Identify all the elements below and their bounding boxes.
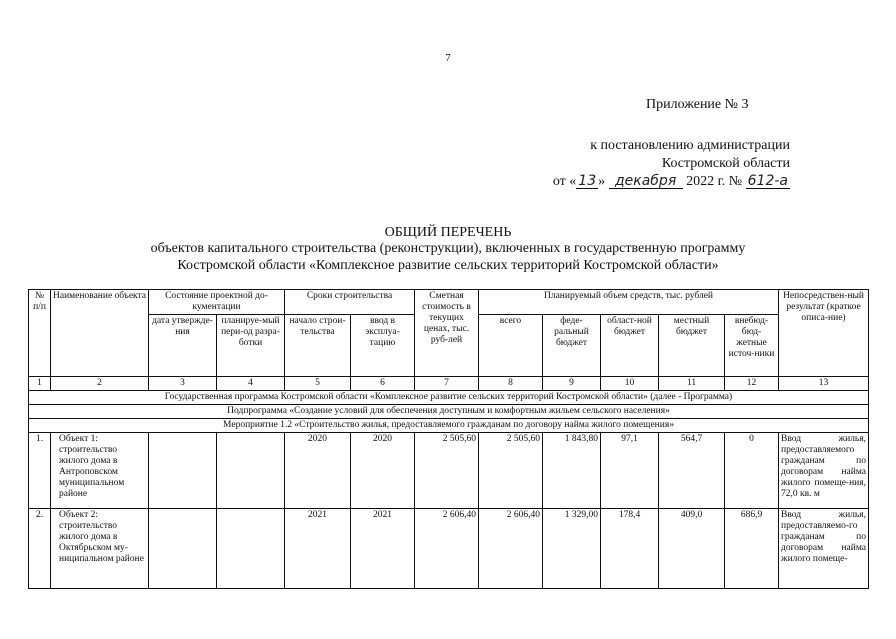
- decree-line-2: Костромской области: [661, 156, 790, 171]
- row-object-name: Объект 2: строительство жилого дома в Октябрьском му-ниципальном районе: [51, 509, 149, 589]
- row-planned-period: [217, 509, 285, 589]
- row-start: 2020: [285, 433, 351, 509]
- document-title: ОБЩИЙ ПЕРЕЧЕНЬ: [384, 225, 512, 240]
- measure-row: Мероприятие 1.2 «Строительство жилья, предоставляемого гражданам по договору найма жилого помещения»: [29, 419, 869, 433]
- header-regional: област-ной бюджет: [601, 315, 659, 377]
- column-number: 12: [725, 377, 779, 391]
- row-commissioning: 2020: [351, 433, 415, 509]
- header-extrabudget: внебюд-бюд-жетные источ-ники: [725, 315, 779, 377]
- header-local: местный бюджет: [659, 315, 725, 377]
- table-row: [29, 509, 869, 589]
- column-number: 7: [415, 377, 479, 391]
- column-number: 1: [29, 377, 51, 391]
- row-approval-date: [149, 509, 217, 589]
- column-number: 11: [659, 377, 725, 391]
- header-start: начало строи-тельства: [285, 315, 351, 377]
- row-regional: 178,4: [601, 509, 659, 589]
- row-estimated-cost: 2 505,60: [415, 433, 479, 509]
- column-number: 5: [285, 377, 351, 391]
- decree-date-line: [430, 173, 790, 191]
- decree-day-handwritten: 13: [578, 173, 597, 189]
- column-number: 9: [543, 377, 601, 391]
- program-row: Государственная программа Костромской области «Комплексное развитие сельских территорий Костромской области» (далее - Программа): [29, 391, 869, 405]
- table-row: [29, 433, 869, 509]
- row-local: 564,7: [659, 433, 725, 509]
- column-number: 13: [779, 377, 869, 391]
- decree-month-handwritten: декабря: [609, 174, 683, 189]
- row-total: 2 606,40: [479, 509, 543, 589]
- header-federal: феде-ральный бюджет: [543, 315, 601, 377]
- decree-from: от «: [552, 174, 577, 189]
- row-planned-period: [217, 433, 285, 509]
- subtitle-line-2: Костромской области «Комплексное развитие сельских территорий Костромской области»: [177, 258, 719, 273]
- decree-reference: [430, 137, 790, 191]
- header-construction-terms: Сроки строительства: [285, 290, 415, 315]
- header-estimated-cost: Сметная стоимость в текущих ценах, тыс. руб-лей: [415, 290, 479, 377]
- row-total: 2 505,60: [479, 433, 543, 509]
- column-number-row: [29, 377, 869, 391]
- appendix-label: Приложение № 3: [646, 97, 749, 112]
- header-approval-date: дата утвержде-ния: [149, 315, 217, 377]
- capital-construction-table: [28, 289, 869, 589]
- row-extrabudget: 0: [725, 433, 779, 509]
- row-object-name: Объект 1: строительство жилого дома в Антроповском муниципальном районе: [51, 433, 149, 509]
- decree-close-quote: »: [598, 174, 606, 189]
- header-design-state: Состояние проектной до-кументации: [149, 290, 285, 315]
- column-number: 2: [51, 377, 149, 391]
- document-subtitle: [0, 240, 896, 274]
- header-name: Наименование объекта: [51, 290, 149, 377]
- header-total: всего: [479, 315, 543, 377]
- row-federal: 1 843,80: [543, 433, 601, 509]
- column-number: 6: [351, 377, 415, 391]
- header-planned-funds: Планируемый объем средств, тыс. рублей: [479, 290, 779, 315]
- header-result: Непосредствен-ный результат (краткое описа-ние): [779, 290, 869, 377]
- row-result: Ввод жилья, предоставляемо-го гражданам по договорам найма жилого помеще-: [779, 509, 869, 589]
- column-number: 8: [479, 377, 543, 391]
- page-number: 7: [445, 52, 451, 64]
- row-regional: 97,1: [601, 433, 659, 509]
- column-number: 3: [149, 377, 217, 391]
- row-federal: 1 329,00: [543, 509, 601, 589]
- decree-year: 2022 г. №: [686, 174, 743, 189]
- subtitle-line-1: объектов капитального строительства (реконструкции), включенных в государственную программу: [150, 241, 746, 256]
- header-planned-period: планируе-мый пери-од разра-ботки: [217, 315, 285, 377]
- decree-number-handwritten: 612-а: [747, 173, 788, 189]
- header-num: № п/п: [29, 290, 51, 377]
- row-extrabudget: 686,9: [725, 509, 779, 589]
- row-num: 2.: [29, 509, 51, 589]
- column-number: 4: [217, 377, 285, 391]
- row-result: Ввод жилья, предоставляемого гражданам по договорам найма жилого помеще-ния, 72,0 кв. м: [779, 433, 869, 509]
- header-commissioning: ввод в эксплуа-тацию: [351, 315, 415, 377]
- row-local: 409,0: [659, 509, 725, 589]
- row-estimated-cost: 2 606,40: [415, 509, 479, 589]
- row-num: 1.: [29, 433, 51, 509]
- row-commissioning: 2021: [351, 509, 415, 589]
- column-number: 10: [601, 377, 659, 391]
- subprogram-row: Подпрограмма «Создание условий для обеспечения доступным и комфортным жильем сельского населения»: [29, 405, 869, 419]
- row-start: 2021: [285, 509, 351, 589]
- row-approval-date: [149, 433, 217, 509]
- decree-line-1: к постановлению администрации: [590, 138, 790, 153]
